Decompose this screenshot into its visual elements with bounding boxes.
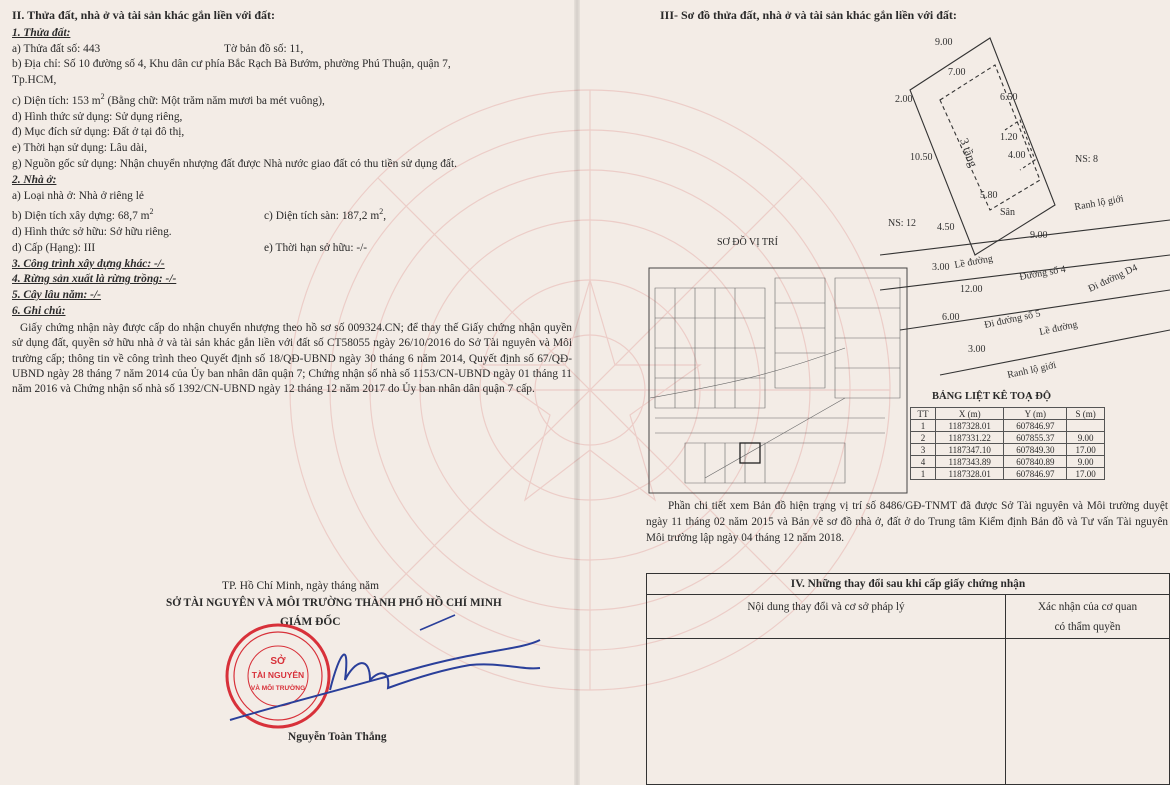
confirmation-header-line-2: có thẩm quyền [1054, 621, 1121, 633]
parcel-line [12, 42, 572, 58]
table-cell: 9.00 [1067, 432, 1105, 444]
term: e) Thời hạn sử dụng: Lâu dài, [12, 142, 148, 155]
ns-right: NS: 8 [1075, 154, 1099, 165]
issuing-org: SỞ TÀI NGUYÊN VÀ MÔI TRƯỜNG THÀNH PHỐ HỒ CHÍ MINH [166, 597, 502, 609]
area-value: 153 [71, 94, 89, 107]
parcel-label: a) Thửa đất số: [12, 42, 81, 55]
changes-column [647, 595, 1006, 784]
parcel-value: 443 [83, 42, 101, 55]
location-map [645, 237, 910, 501]
table-cell: 1 [911, 420, 936, 432]
dim-3: 2.00 [895, 94, 913, 105]
table-cell: 9.00 [1067, 456, 1105, 468]
road-5: Đi đường số 5 [983, 308, 1042, 331]
table-cell: 2 [911, 432, 936, 444]
section-4 [646, 573, 1170, 785]
house-heading: 2. Nhà ở: [12, 173, 57, 186]
location-map-title: SƠ ĐỒ VỊ TRÍ [716, 237, 779, 248]
address-label: b) Địa chỉ: [12, 58, 61, 71]
stamp-text-1: SỞ [270, 656, 286, 667]
section-4-title: IV. Những thay đổi sau khi cấp giấy chứng nhận [647, 574, 1169, 595]
confirmation-header-line-1: Xác nhận của cơ quan [1037, 601, 1138, 613]
address-city: Tp.HCM, [12, 74, 57, 87]
road-d4: Đi đường D4 [1086, 262, 1140, 295]
confirmation-header [1006, 595, 1169, 639]
stamp-text-3: VÀ MÔI TRƯỜNG [250, 685, 306, 692]
sidewalk-1: Lề đường [953, 253, 994, 271]
road-limit-1: Ranh lộ giới [1073, 193, 1125, 213]
signer-name: Nguyễn Toàn Thắng [288, 731, 387, 743]
location-map-drawing [645, 248, 910, 496]
coord-table [910, 407, 1105, 480]
road-4: Đường số 4 [1018, 263, 1067, 283]
purpose: đ) Mục đích sử dụng: Đất ở tại đô thị, [12, 126, 185, 139]
dim-13: 6.00 [942, 312, 960, 323]
land-heading: 1. Thửa đất: [12, 26, 71, 39]
table-cell: 4 [911, 456, 936, 468]
coord-header: S (m) [1067, 408, 1105, 420]
signer-title: GIÁM ĐỐC [280, 616, 341, 628]
area-words: (Bằng chữ: Một trăm năm mươi ba mét vuông), [107, 94, 325, 107]
build-area-label: b) Diện tích xây dựng: [12, 210, 115, 223]
area-label: c) Diện tích: [12, 94, 69, 107]
section-3-title: III- Sơ đồ thửa đất, nhà ở và tài sản khác gắn liền với đất: [660, 8, 957, 22]
ownership-term: e) Thời hạn sở hữu: -/- [264, 241, 368, 254]
dim-11: 3.00 [932, 262, 950, 273]
parcel-plan-drawing [880, 30, 1170, 390]
table-cell: 1187328.01 [935, 420, 1004, 432]
coord-header-row [911, 408, 1105, 420]
coord-header: TT [911, 408, 936, 420]
build-area-line: b) Diện tích xây dựng: 68,7 $m^2$ c) Diện tích sàn: 187,2 $m^2$, [12, 204, 572, 225]
coord-table-title: BẢNG LIỆT KÊ TOẠ ĐỘ [932, 391, 1052, 402]
detail-note: Phần chi tiết xem Bản đồ hiện trạng vị trí số 8486/GĐ-TNMT đã được Sở Tài nguyên và Môi trường duyệt ngày 11 tháng 02 năm 2015 và Bản vẽ sơ đồ nhà ở, đất ở do Trung tâm Kiểm định Bản đồ và Tư vấn Tài nguyên Môi trường lập ngày 04 tháng 12 năm 2018. [646, 500, 1168, 544]
usage-form: d) Hình thức sử dụng: Sử dụng riêng, [12, 110, 183, 123]
build-area-value: 68,7 [117, 210, 138, 223]
table-cell: 607846.97 [1004, 420, 1067, 432]
table-row [911, 468, 1105, 480]
stamp-text-2: TÀI NGUYÊN [251, 670, 305, 680]
table-row [911, 456, 1105, 468]
handwritten-signature-icon [220, 610, 550, 740]
table-cell: 1187343.89 [935, 456, 1004, 468]
table-cell: 17.00 [1067, 444, 1105, 456]
place-date: TP. Hồ Chí Minh, ngày tháng năm [222, 580, 379, 592]
dim-14: 3.00 [968, 344, 986, 355]
dim-12: 12.00 [960, 284, 983, 295]
ownership: d) Hình thức sở hữu: Sở hữu riêng. [12, 225, 172, 238]
changes-header: Nội dung thay đổi và cơ sở pháp lý [647, 595, 1005, 639]
table-cell: 1 [911, 468, 936, 480]
dim-4: 6.50 [1000, 92, 1018, 103]
note-text: Giấy chứng nhận này được cấp do nhận chuyển nhượng theo hồ sơ số 009324.CN; để thay thế Giấy chứng nhận quyền sử dụng đất, quyền sở hữu nhà ở và tài sản khác gắn liền với đất số CT58055 ngày 26/10/2016 do Sở Tài nguyên và Môi trường cấp; thông tin về công trình theo Quyết định số 18/QĐ-UBND ngày 30 tháng 6 năm 2014, Quyết định số 67/QĐ-UBND ngày 28 tháng 7 năm 2014 của Ủy ban nhân dân quận 7; Chứng nhận số nhà số 1153/CN-UBND ngày 01 tháng 11 năm 2016 và Chứng nhận số nhà số 1392/CN-UBND ngày 12 tháng 12 năm 2017 do Ủy ban nhân dân quận 7 cấp. [12, 321, 572, 396]
section-2-title: II. Thửa đất, nhà ở và tài sản khác gắn liền với đất: [12, 8, 275, 22]
table-cell: 17.00 [1067, 468, 1105, 480]
table-row [911, 420, 1105, 432]
dim-6: 1.20 [1000, 132, 1018, 143]
house-type: a) Loại nhà ở: Nhà ở riêng lẻ [12, 189, 144, 202]
floor-area-label: c) Diện tích sàn: [264, 210, 339, 223]
section-3 [640, 8, 1160, 23]
table-cell: 1187347.10 [935, 444, 1004, 456]
dim-5: 10.50 [910, 152, 933, 163]
dim-8: 5.80 [980, 190, 998, 201]
road-limit-2: Ranh lộ giới [1006, 359, 1058, 381]
page-fold [574, 0, 580, 785]
floor-area-unit: m [370, 210, 380, 223]
address-value: Số 10 đường số 4, Khu dân cư phía Bắc Rạch Bà Bướm, phường Phú Thuận, quận 7, [63, 58, 451, 71]
table-cell: 607855.37 [1004, 432, 1067, 444]
grade-line [12, 241, 572, 257]
table-cell: 607846.97 [1004, 468, 1067, 480]
table-cell: 607840.89 [1004, 456, 1067, 468]
area-line: c) Diện tích: 153 $m^2$ (Bằng chữ: Một trăm năm mươi ba mét vuông), [12, 91, 325, 107]
grade: d) Cấp (Hạng): III [12, 241, 96, 254]
floor-area: c) Diện tích sàn: 187,2 $m^2$, [264, 207, 387, 223]
table-cell [1067, 420, 1105, 432]
origin: g) Nguồn gốc sử dụng: Nhận chuyển nhượng đất được Nhà nước giao đất có thu tiền sử dụng đất. [12, 157, 457, 170]
dim-10: 9.00 [1030, 230, 1048, 241]
item-5: 5. Cây lâu năm: -/- [12, 289, 101, 302]
ns-left: NS: 12 [888, 218, 917, 229]
section-2 [12, 8, 572, 398]
table-row [911, 444, 1105, 456]
floors-label: 3 tầng [957, 136, 981, 169]
floor-area-value: 187,2 [341, 210, 368, 223]
table-cell: 1187328.01 [935, 468, 1004, 480]
table-cell: 3 [911, 444, 936, 456]
dim-9: 4.50 [937, 222, 955, 233]
table-cell: 1187331.22 [935, 432, 1004, 444]
item-4: 4. Rừng sản xuất là rừng trồng: -/- [12, 273, 177, 286]
address-line [12, 57, 572, 73]
table-cell: 607849.30 [1004, 444, 1067, 456]
item-6: 6. Ghi chú: [12, 304, 66, 317]
dim-1: 9.00 [935, 37, 953, 48]
area-unit: m [91, 94, 101, 107]
coord-header: X (m) [935, 408, 1004, 420]
build-area-unit: m [140, 210, 150, 223]
coord-header: Y (m) [1004, 408, 1067, 420]
confirmation-column [1006, 595, 1169, 784]
sidewalk-2: Lề đường [1038, 319, 1079, 338]
dim-2: 7.00 [948, 67, 966, 78]
dim-7: 4.00 [1008, 150, 1026, 161]
table-row [911, 432, 1105, 444]
yard-label: Sân [1000, 207, 1015, 218]
item-3: 3. Công trình xây dựng khác: -/- [12, 257, 165, 270]
map-sheet: Tờ bản đồ số: 11, [224, 42, 304, 55]
